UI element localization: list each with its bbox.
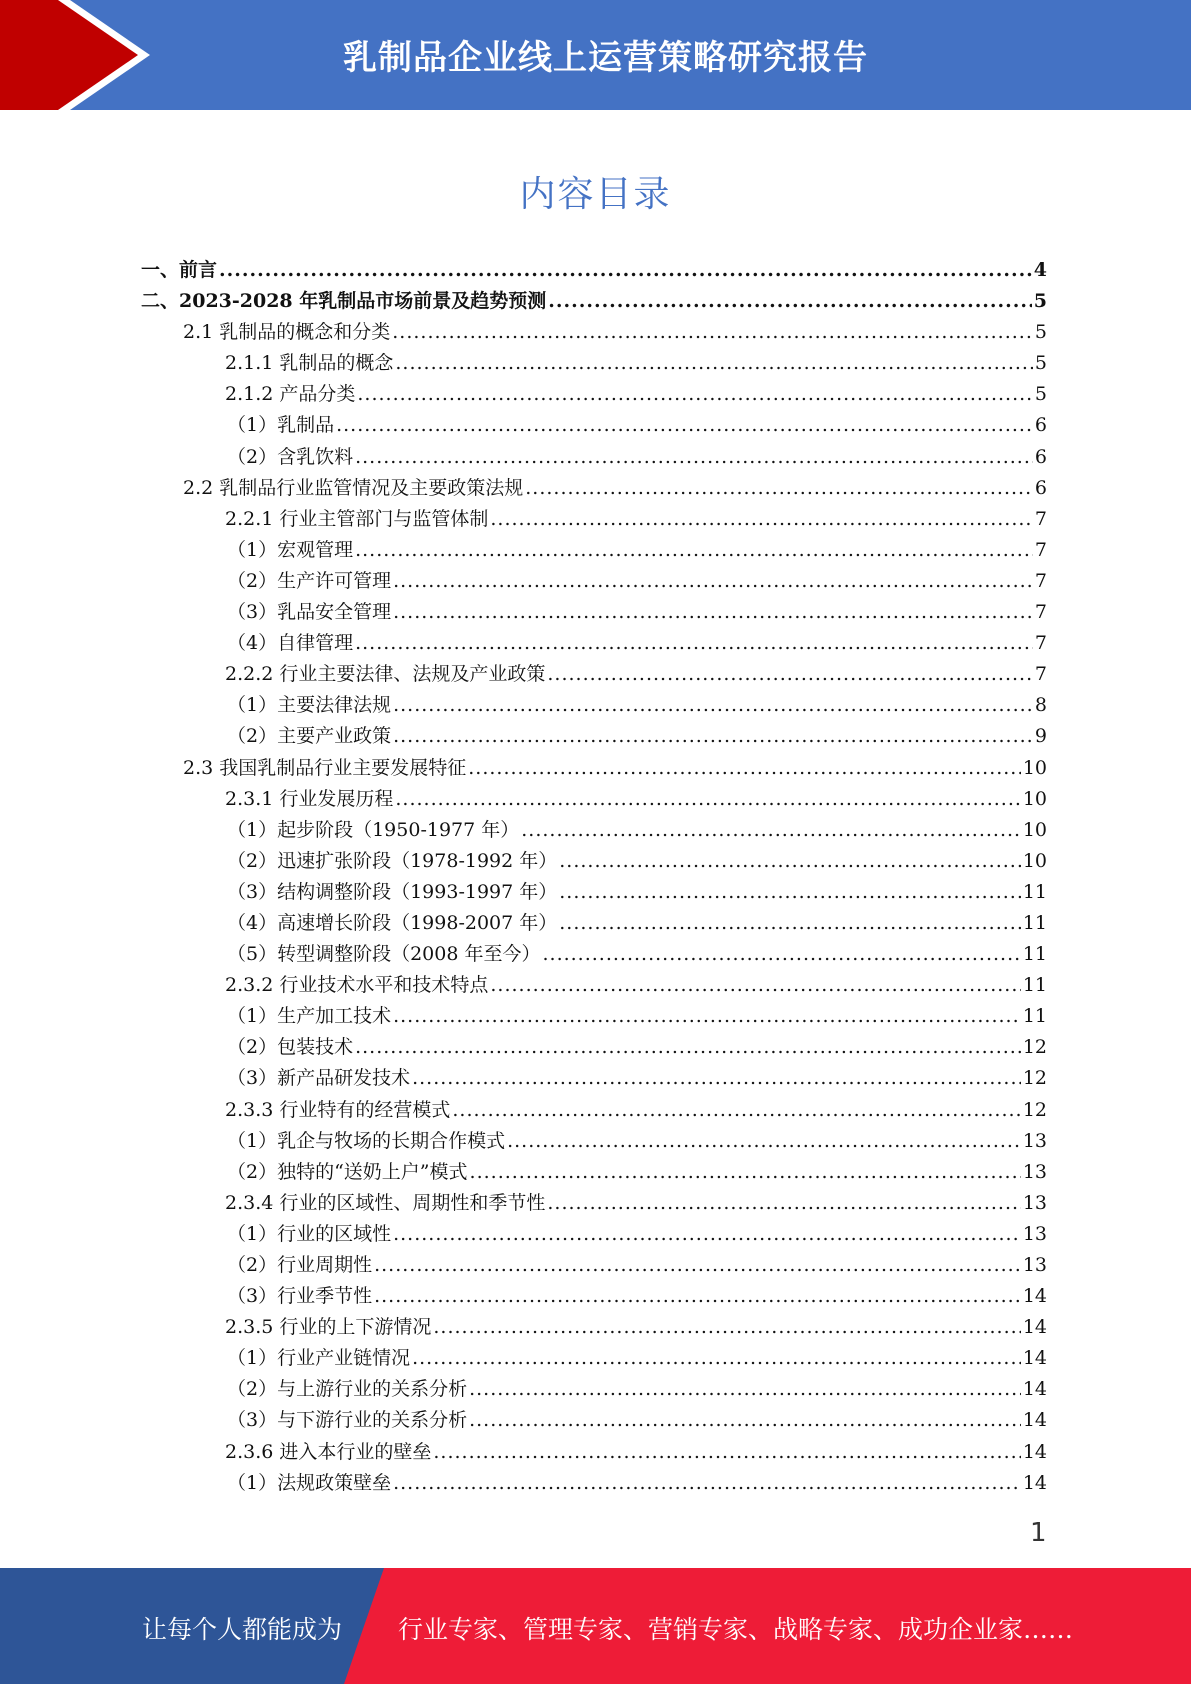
header-banner bbox=[0, 0, 1191, 110]
toc-entry-label: 2.1.1 乳制品的概念 bbox=[225, 352, 394, 375]
toc-entry-label: 一、前言 bbox=[141, 259, 218, 281]
toc-entry-label: （2）独特的“送奶上户”模式 bbox=[227, 1160, 468, 1183]
toc-entry-page: 13 bbox=[1022, 1160, 1047, 1183]
toc-dot-leader bbox=[374, 1250, 1021, 1281]
toc-entry-page: 5 bbox=[1033, 290, 1047, 313]
toc-dot-leader bbox=[490, 504, 1033, 535]
toc-entry-page: 14 bbox=[1022, 1347, 1047, 1370]
toc-entry-page: 14 bbox=[1022, 1378, 1047, 1401]
toc-dot-leader bbox=[374, 1281, 1021, 1312]
report-title: 乳制品企业线上运营策略研究报告 bbox=[343, 38, 868, 78]
toc-entry[interactable] bbox=[141, 970, 1047, 1001]
toc-entry[interactable] bbox=[141, 659, 1047, 690]
toc-entry-page: 10 bbox=[1022, 756, 1047, 779]
toc-entry-label: （4）自律管理 bbox=[227, 632, 354, 655]
toc-entry[interactable] bbox=[141, 1374, 1047, 1405]
toc-entry[interactable] bbox=[141, 1126, 1047, 1157]
toc-entry-label: （1）宏观管理 bbox=[227, 538, 354, 561]
toc-entry-label: （1）乳制品 bbox=[227, 414, 335, 437]
toc-entry[interactable] bbox=[141, 1095, 1047, 1126]
toc-entry-page: 14 bbox=[1022, 1316, 1047, 1339]
toc-entry-page: 11 bbox=[1022, 1005, 1047, 1028]
toc-entry-label: （2）生产许可管理 bbox=[227, 569, 392, 592]
toc-entry-label: （1）乳企与牧场的长期合作模式 bbox=[227, 1129, 506, 1152]
toc-entry-page: 13 bbox=[1022, 1254, 1047, 1276]
toc-dot-leader bbox=[469, 1374, 1021, 1405]
toc-entry[interactable] bbox=[141, 721, 1047, 752]
page-number: 1 bbox=[1030, 1518, 1047, 1548]
toc-entry-page: 7 bbox=[1034, 507, 1047, 530]
toc-entry-page: 14 bbox=[1022, 1471, 1047, 1494]
toc-entry-page: 7 bbox=[1034, 538, 1047, 561]
toc-entry[interactable] bbox=[141, 846, 1047, 877]
toc-entry-label: 2.1 乳制品的概念和分类 bbox=[183, 321, 391, 344]
toc-entry-label: （1）生产加工技术 bbox=[227, 1005, 392, 1028]
toc-dot-leader bbox=[393, 1219, 1021, 1250]
footer-slogan-right: 行业专家、管理专家、营销专家、战略专家、成功企业家…… bbox=[398, 1615, 1074, 1644]
toc-entry-page: 13 bbox=[1022, 1129, 1047, 1152]
toc-entry-label: 二、2023-2028 年乳制品市场前景及趋势预测 bbox=[141, 290, 547, 313]
toc-dot-leader bbox=[469, 1405, 1021, 1436]
toc-entry-page: 7 bbox=[1034, 663, 1047, 686]
toc-entry-page: 4 bbox=[1033, 259, 1047, 281]
toc-dot-leader bbox=[393, 690, 1033, 721]
toc-dot-leader bbox=[433, 1437, 1020, 1468]
toc-entry-page: 5 bbox=[1034, 321, 1047, 344]
toc-dot-leader bbox=[395, 784, 1020, 815]
toc-entry[interactable] bbox=[141, 379, 1047, 410]
toc-entry[interactable] bbox=[141, 1001, 1047, 1032]
toc-entry[interactable] bbox=[141, 1281, 1047, 1312]
toc-dot-leader bbox=[507, 1126, 1021, 1157]
toc-entry[interactable] bbox=[141, 1188, 1047, 1219]
toc-dot-leader bbox=[559, 846, 1021, 877]
footer-banner bbox=[0, 1568, 1191, 1684]
toc-dot-leader bbox=[336, 410, 1033, 441]
toc-entry[interactable] bbox=[141, 784, 1047, 815]
toc-entry-page: 14 bbox=[1022, 1285, 1047, 1308]
toc-dot-leader bbox=[357, 379, 1033, 410]
toc-entry-page: 12 bbox=[1022, 1098, 1047, 1121]
toc-dot-leader bbox=[468, 753, 1021, 784]
toc-entry[interactable] bbox=[141, 628, 1047, 659]
toc-entry-label: （1）法规政策壁垒 bbox=[227, 1471, 392, 1494]
toc-entry-label: （5）转型调整阶段（2008 年至今） bbox=[227, 943, 541, 966]
toc-entry-label: （3）乳品安全管理 bbox=[227, 601, 392, 624]
toc-dot-leader bbox=[433, 1312, 1020, 1343]
toc-entry[interactable] bbox=[141, 286, 1047, 317]
toc-dot-leader bbox=[559, 908, 1021, 939]
toc-entry-label: （2）含乳饮料 bbox=[227, 445, 354, 468]
toc-entry-label: （2）主要产业政策 bbox=[227, 725, 392, 748]
toc-dot-leader bbox=[355, 1032, 1021, 1063]
toc-entry-page: 7 bbox=[1034, 632, 1047, 655]
toc-entry-label: （1）行业产业链情况 bbox=[227, 1347, 411, 1370]
toc-entry-label: 2.3 我国乳制品行业主要发展特征 bbox=[183, 756, 467, 779]
toc-entry-label: （2）包装技术 bbox=[227, 1036, 354, 1059]
toc-dot-leader bbox=[525, 473, 1033, 504]
toc-entry-page: 12 bbox=[1022, 1036, 1047, 1059]
toc-dot-leader bbox=[355, 442, 1033, 473]
toc-dot-leader bbox=[393, 566, 1033, 597]
toc-dot-leader bbox=[355, 628, 1033, 659]
toc-entry[interactable] bbox=[141, 1312, 1047, 1343]
toc-entry-page: 6 bbox=[1034, 445, 1047, 468]
toc-entry[interactable] bbox=[141, 255, 1047, 286]
toc-entry-label: （1）主要法律法规 bbox=[227, 694, 392, 717]
toc-entry-page: 14 bbox=[1022, 1440, 1047, 1463]
toc-dot-leader bbox=[490, 970, 1020, 1001]
toc-entry[interactable] bbox=[141, 535, 1047, 566]
toc-entry[interactable] bbox=[141, 753, 1047, 784]
toc-entry-label: （3）新产品研发技术 bbox=[227, 1067, 411, 1090]
toc-entry[interactable] bbox=[141, 1032, 1047, 1063]
toc-dot-leader bbox=[392, 317, 1033, 348]
toc-entry-label: 2.3.4 行业的区域性、周期性和季节性 bbox=[225, 1191, 546, 1214]
toc-dot-leader bbox=[355, 535, 1033, 566]
toc-entry[interactable] bbox=[141, 939, 1047, 970]
toc-entry[interactable] bbox=[141, 690, 1047, 721]
toc-entry[interactable] bbox=[141, 348, 1047, 379]
toc-entry-label: （1）行业的区域性 bbox=[227, 1222, 392, 1245]
toc-entry-page: 11 bbox=[1022, 880, 1047, 903]
toc-heading: 内容目录 bbox=[519, 174, 672, 215]
toc-entry-label: （1）起步阶段（1950-1977 年） bbox=[227, 818, 520, 841]
toc-dot-leader bbox=[393, 721, 1033, 752]
toc-dot-leader bbox=[393, 1001, 1021, 1032]
toc-dot-leader bbox=[219, 255, 1032, 286]
toc-entry[interactable] bbox=[141, 317, 1047, 348]
toc-dot-leader bbox=[393, 597, 1033, 628]
toc-entry-label: （3）与下游行业的关系分析 bbox=[227, 1409, 468, 1432]
toc-entry[interactable] bbox=[141, 410, 1047, 441]
toc-dot-leader bbox=[521, 815, 1021, 846]
toc-entry-page: 13 bbox=[1022, 1191, 1047, 1214]
toc-entry-page: 10 bbox=[1022, 849, 1047, 872]
toc-entry-page: 7 bbox=[1034, 601, 1047, 624]
toc-entry[interactable] bbox=[141, 442, 1047, 473]
toc-entry-label: 2.1.2 产品分类 bbox=[225, 383, 356, 406]
toc-entry-label: （2）与上游行业的关系分析 bbox=[227, 1378, 468, 1401]
toc-entry-label: （3）行业季节性 bbox=[227, 1285, 373, 1308]
toc-entry-label: 2.2.2 行业主要法律、法规及产业政策 bbox=[225, 663, 546, 686]
toc-entry-page: 11 bbox=[1022, 974, 1047, 997]
toc-entry[interactable] bbox=[141, 1157, 1047, 1188]
toc-entry-page: 6 bbox=[1034, 476, 1047, 499]
toc-dot-leader bbox=[559, 877, 1021, 908]
toc-dot-leader bbox=[470, 1157, 1021, 1188]
toc-entry[interactable] bbox=[141, 815, 1047, 846]
toc-dot-leader bbox=[547, 659, 1033, 690]
toc-dot-leader bbox=[547, 1188, 1020, 1219]
toc-entry-label: 2.2.1 行业主管部门与监管体制 bbox=[225, 507, 489, 530]
toc-entry[interactable] bbox=[141, 597, 1047, 628]
toc-entry-page: 11 bbox=[1022, 911, 1047, 934]
toc-entry-label: 2.2 乳制品行业监管情况及主要政策法规 bbox=[183, 476, 524, 499]
toc-entry-page: 14 bbox=[1022, 1409, 1047, 1432]
toc-entry-page: 13 bbox=[1022, 1222, 1047, 1245]
toc-entry[interactable] bbox=[141, 1405, 1047, 1436]
toc-dot-leader bbox=[548, 286, 1032, 317]
toc-entry-label: 2.3.5 行业的上下游情况 bbox=[225, 1316, 432, 1339]
toc-entry-page: 6 bbox=[1034, 414, 1047, 437]
toc-entry[interactable] bbox=[141, 473, 1047, 504]
toc-entry-label: 2.3.6 进入本行业的壁垒 bbox=[225, 1440, 432, 1463]
toc-entry-page: 10 bbox=[1022, 787, 1047, 810]
toc-entry-page: 12 bbox=[1022, 1067, 1047, 1090]
toc-entry-label: 2.3.3 行业特有的经营模式 bbox=[225, 1098, 451, 1121]
toc-entry-page: 9 bbox=[1034, 725, 1047, 748]
toc-dot-leader bbox=[412, 1343, 1021, 1374]
toc-entry-label: （4）高速增长阶段（1998-2007 年） bbox=[227, 911, 558, 934]
toc-entry-page: 5 bbox=[1034, 383, 1047, 406]
table-of-contents bbox=[141, 255, 1047, 1499]
toc-entry[interactable] bbox=[141, 1468, 1047, 1499]
toc-entry[interactable] bbox=[141, 908, 1047, 939]
footer-slogan-left: 让每个人都能成为 bbox=[142, 1615, 343, 1644]
toc-entry-label: 2.3.1 行业发展历程 bbox=[225, 787, 394, 810]
toc-entry-page: 8 bbox=[1034, 694, 1047, 717]
toc-entry[interactable] bbox=[141, 1219, 1047, 1250]
toc-entry-page: 11 bbox=[1022, 943, 1047, 966]
toc-dot-leader bbox=[542, 939, 1020, 970]
toc-entry[interactable] bbox=[141, 1343, 1047, 1374]
toc-entry[interactable] bbox=[141, 877, 1047, 908]
toc-entry-page: 10 bbox=[1022, 818, 1047, 841]
toc-entry[interactable] bbox=[141, 566, 1047, 597]
toc-entry-page: 7 bbox=[1034, 569, 1047, 592]
toc-entry[interactable] bbox=[141, 504, 1047, 535]
toc-entry-page: 5 bbox=[1034, 352, 1047, 375]
toc-entry-label: （2）行业周期性 bbox=[227, 1254, 373, 1276]
toc-dot-leader bbox=[393, 1468, 1021, 1499]
toc-dot-leader bbox=[412, 1063, 1021, 1094]
toc-entry[interactable] bbox=[141, 1063, 1047, 1094]
toc-dot-leader bbox=[452, 1095, 1020, 1126]
toc-entry-label: （3）结构调整阶段（1993-1997 年） bbox=[227, 880, 558, 903]
toc-entry[interactable] bbox=[141, 1250, 1047, 1281]
toc-entry-label: （2）迅速扩张阶段（1978-1992 年） bbox=[227, 849, 558, 872]
toc-entry-label: 2.3.2 行业技术水平和技术特点 bbox=[225, 974, 489, 997]
toc-entry[interactable] bbox=[141, 1437, 1047, 1468]
toc-dot-leader bbox=[395, 348, 1033, 379]
